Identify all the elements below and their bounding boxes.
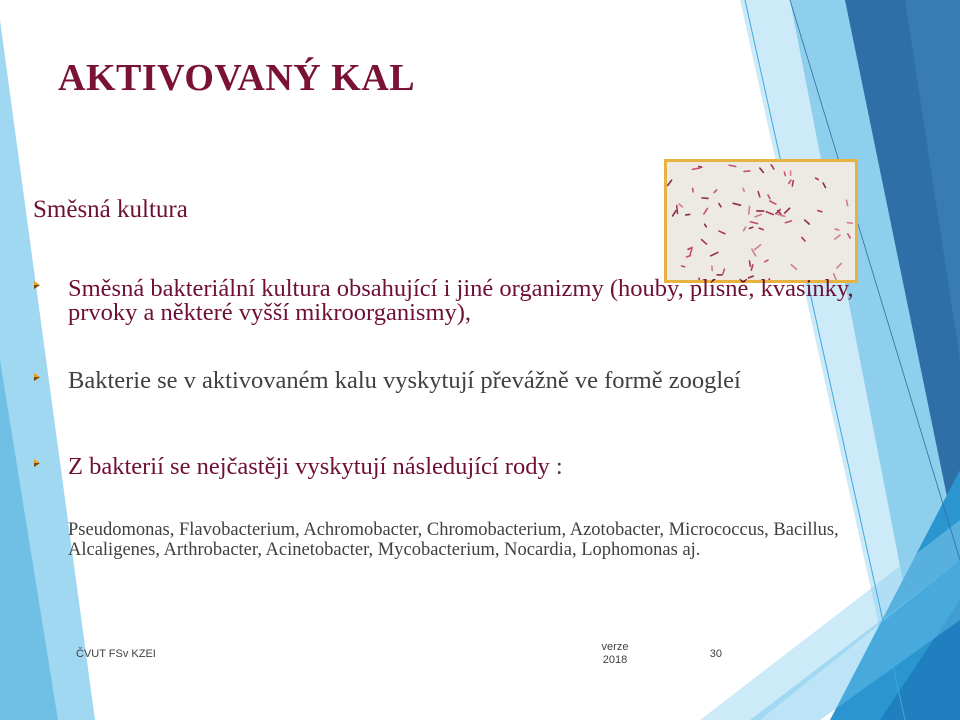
footer-institution: ČVUT FSv KZEI [76, 648, 156, 660]
bacteria-micrograph [667, 162, 855, 280]
bacterium-rod [792, 181, 793, 186]
bacterium-rod [770, 201, 776, 204]
bacterium-rod [751, 265, 752, 270]
bacterium-rod [686, 214, 690, 215]
bacterium-rod [847, 200, 848, 205]
bacterium-rod [705, 224, 707, 227]
arrow-bullet-icon [32, 458, 42, 468]
bacterium-rod [714, 190, 717, 193]
slide-subtitle: Směsná kultura [33, 196, 188, 223]
bacteria-micrograph-image [664, 159, 858, 283]
bacterium-rod [702, 198, 708, 199]
bacterium-rod [688, 248, 691, 249]
bacterium-rod [765, 260, 768, 262]
slide-number: 30 [709, 648, 722, 660]
bacterium-rod [835, 235, 840, 239]
bacterium-rod [750, 222, 757, 224]
bullet-item [68, 369, 898, 393]
bullet-item [68, 455, 898, 479]
bacterium-rod [704, 208, 708, 214]
bacterium-rod [789, 180, 791, 183]
arrow-bullet-icon [32, 280, 42, 290]
bacterium-rod [711, 252, 718, 255]
bacterium-rod [686, 256, 690, 257]
bacterium-rod [758, 192, 760, 197]
bacterium-rod [755, 214, 761, 216]
footer-version-year: 2018 [602, 654, 628, 666]
slide-title: AKTIVOVANÝ KAL [58, 57, 416, 99]
bacteria-genera-list: Pseudomonas, Flavobacterium, Achromobacter, Chromobacterium, Azotobacter, Micrococcus, Bacillus, Alcaligenes, Arthrobacter, Acinetobacter, Mycobacterium, Nocardia, Lophomonas aj. [68, 520, 839, 560]
bacterium-rod [702, 240, 707, 244]
bacterium-rod [805, 220, 810, 224]
bacterium-rod [768, 195, 770, 199]
bacterium-rod [668, 180, 672, 185]
footer-version-label: verze [601, 641, 629, 653]
bacterium-rod [750, 261, 751, 266]
bacterium-rod [766, 212, 773, 215]
bacterium-rod [677, 206, 678, 214]
bacterium-rod [771, 165, 774, 169]
bacterium-rod [785, 208, 790, 213]
bacterium-rod [744, 227, 746, 231]
bacterium-rod [816, 178, 819, 179]
arrow-bullet-icon [32, 372, 42, 382]
bacterium-rod [818, 211, 822, 212]
bacterium-rod [760, 168, 763, 172]
footer-version [590, 641, 640, 667]
bacterium-rod [749, 227, 752, 228]
bacterium-rod [837, 264, 841, 268]
bullet-text: Směsná bakteriální kultura obsahující i jiné organizmy (houby, plísně, kvasinky, prvoky a některé vyšší mikroorganismy), [68, 275, 854, 326]
bacterium-rod [693, 188, 694, 191]
bacterium-rod [791, 265, 796, 270]
bullet-colon: : [549, 453, 563, 480]
bacterium-rod [802, 237, 805, 241]
bacterium-rod [785, 221, 791, 223]
bacterium-rod [743, 188, 744, 191]
bacterium-rod [679, 204, 682, 207]
bacterium-rod [749, 207, 750, 214]
bacterium-rod [699, 166, 702, 167]
bacterium-rod [784, 172, 785, 175]
bullet-text: Bakterie se v aktivovaném kalu vyskytují převážně ve formě zoogleí [68, 367, 741, 394]
bacterium-rod [759, 228, 763, 229]
bacterium-rod [823, 183, 825, 187]
bullet-text: Z bakterií se nejčastěji vyskytují následující rody [68, 453, 550, 480]
bacterium-rod [733, 203, 740, 205]
bacterium-rod [723, 269, 725, 274]
bullet-item [68, 277, 898, 325]
bacterium-rod [692, 168, 700, 169]
bacterium-rod [777, 214, 785, 216]
bacterium-rod [719, 204, 721, 207]
bacterium-rod [729, 165, 736, 166]
bacterium-rod [848, 234, 850, 238]
bacterium-rod [682, 266, 685, 267]
bacterium-rod [835, 229, 839, 230]
bacterium-rod [755, 245, 761, 250]
bacterium-rod [847, 223, 852, 224]
bacterium-rod [719, 231, 725, 234]
bacterium-rod [673, 211, 676, 216]
